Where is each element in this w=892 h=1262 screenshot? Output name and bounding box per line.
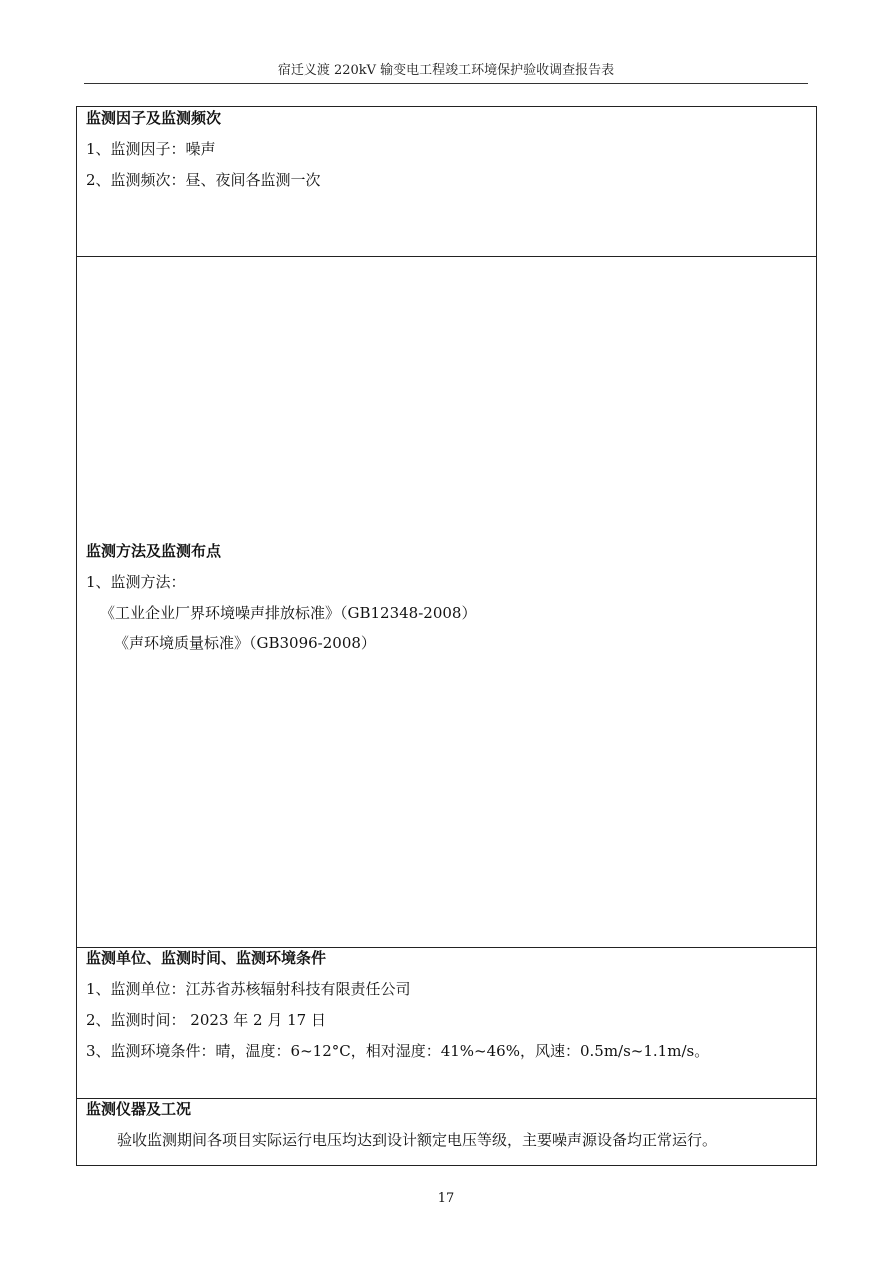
report-table xyxy=(76,106,817,1166)
section-monitoring-unit xyxy=(77,948,816,1099)
text-line: 1、监测单位：江苏省苏核辐射科技有限责任公司 xyxy=(86,980,411,998)
page-number: 17 xyxy=(437,1191,455,1206)
section-instruments xyxy=(77,1099,816,1165)
page-header: 宿迁义渡 220kV 输变电工程竣工环境保护验收调查报告表 xyxy=(84,62,808,84)
text-line: 验收监测期间各项目实际运行电压均达到设计额定电压等级，主要噪声源设备均正常运行。 xyxy=(117,1131,718,1149)
section-heading: 监测因子及监测频次 xyxy=(86,109,222,127)
section-monitoring-factors xyxy=(77,107,816,257)
text-line: 3、监测环境条件：晴，温度：6~12°C，相对湿度：41%~46%，风速：0.5m/s~1.1m/s。 xyxy=(86,1042,710,1060)
text-line: 1、监测方法： xyxy=(86,573,186,591)
section-heading: 监测仪器及工况 xyxy=(86,1100,192,1118)
text-line: 《声环境质量标准》（GB3096-2008） xyxy=(114,634,376,652)
text-line: 《工业企业厂界环境噪声排放标准》（GB12348-2008） xyxy=(100,604,477,622)
text-line: 2、监测频次：昼、夜间各监测一次 xyxy=(86,171,321,189)
text-line: 2、监测时间： 2023 年 2 月 17 日 xyxy=(86,1011,326,1029)
section-heading: 监测单位、监测时间、监测环境条件 xyxy=(86,949,327,967)
section-monitoring-methods xyxy=(77,257,816,948)
text-line: 1、监测因子：噪声 xyxy=(86,140,216,158)
section-heading: 监测方法及监测布点 xyxy=(86,542,222,560)
